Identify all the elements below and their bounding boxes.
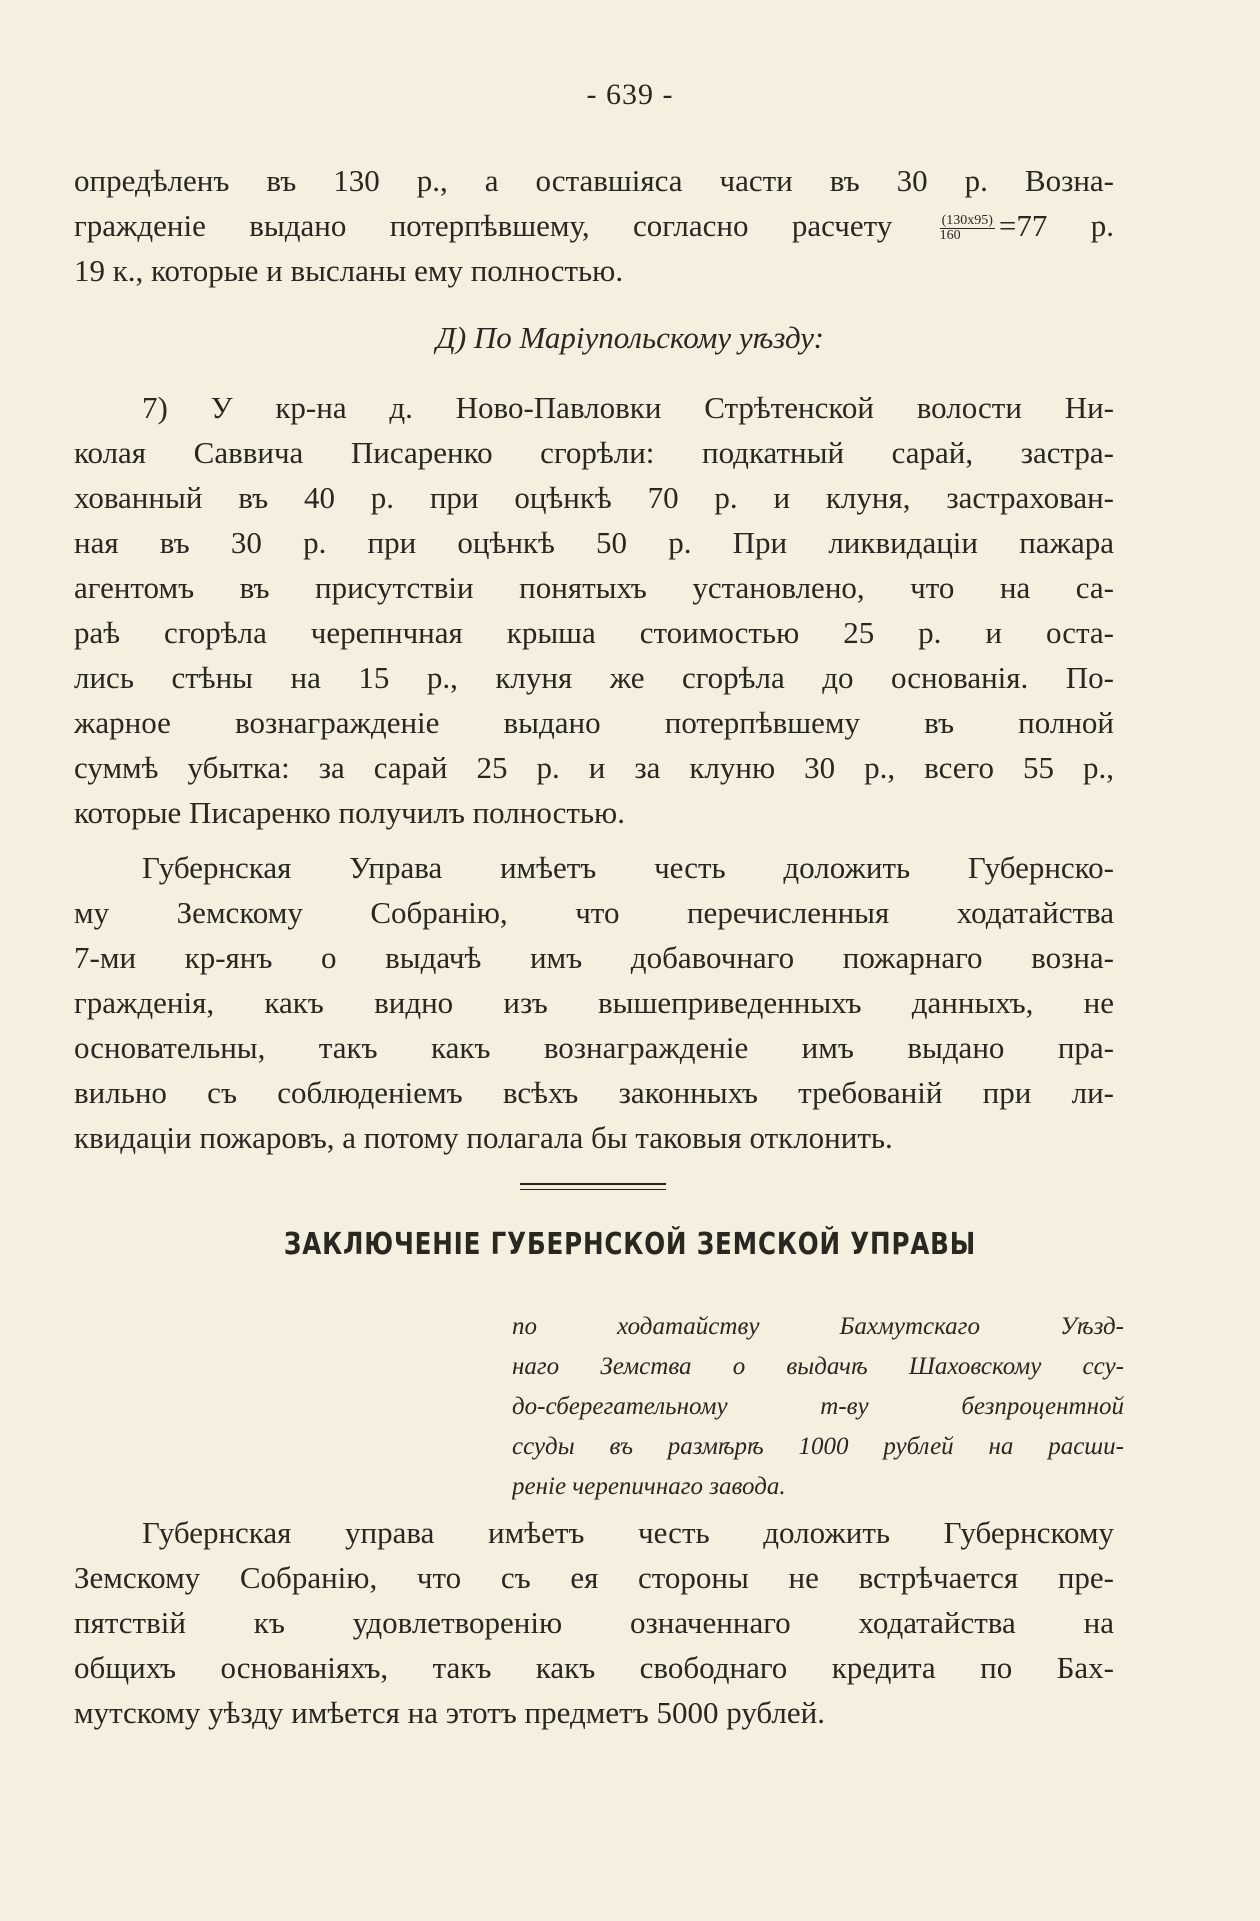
text-line: ная въ 30 р. при оцѣнкѣ 50 р. При ликвидаціи пажара [74, 525, 1114, 560]
petition-summary [512, 1307, 1124, 1507]
text-line: которые Писаренко получилъ полностью. [74, 795, 625, 830]
text-line: реніе черепичнаго завода. [512, 1473, 786, 1500]
text-line: Земскому Собранію, что съ ея стороны не встрѣчается пре- [74, 1560, 1114, 1595]
fraction-result: =77 р. [998, 208, 1114, 243]
text-line-with-fraction [74, 203, 1114, 248]
text-line: до-сберегательному т-ву безпроцентной [512, 1393, 1124, 1420]
text-line: вильно съ соблюденіемъ всѣхъ законныхъ требованій при ли- [74, 1075, 1114, 1110]
text-line: 19 к., которые и высланы ему полностью. [74, 253, 624, 288]
district-subheading: Д) По Маріупольскому уѣзду: [436, 320, 824, 355]
text-line: раѣ сгорѣла черепнчная крыша стоимостью 25 р. и оста- [74, 615, 1114, 650]
text-line: хованный въ 40 р. при оцѣнкѣ 70 р. и клуня, застрахован- [74, 480, 1114, 515]
page-number: - 639 - [586, 78, 674, 111]
text-line: наго Земства о выдачѣ Шаховскому ссу- [512, 1353, 1124, 1380]
section-heading: ЗАКЛЮЧЕНІЕ ГУБЕРНСКОЙ ЗЕМСКОЙ УПРАВЫ [283, 1227, 977, 1262]
text-line: по ходатайству Бахмутскаго Уѣзд- [512, 1313, 1124, 1340]
text-line: суммѣ убытка: за сарай 25 р. и за клуню 30 р., всего 55 р., [74, 750, 1114, 785]
text-line: 7) У кр-на д. Ново-Павловки Стрѣтенской волости Ни- [142, 390, 1114, 425]
text-line: общихъ основаніяхъ, такъ какъ свободнаго кредита по Бах- [74, 1650, 1114, 1685]
text-line: ссуды въ размѣрѣ 1000 рублей на расши- [512, 1433, 1124, 1460]
paragraph-pisarenko-case [74, 385, 1114, 835]
paragraph-board-conclusion [74, 845, 1114, 1160]
text-line: мутскому уѣзду имѣется на этотъ предметъ 5000 рублей. [74, 1695, 825, 1730]
text-line: квидаціи пожаровъ, а потому полагала бы таковыя отклонить. [74, 1120, 893, 1155]
fraction-denominator: 160 [939, 228, 961, 244]
text-line: Губернская Управа имѣетъ честь доложить Губернско- [142, 850, 1114, 885]
text-line: гражденіе выдано потерпѣвшему, согласно расчету [74, 208, 893, 243]
text-line: гражденія, какъ видно изъ вышеприведенныхъ данныхъ, не [74, 985, 1114, 1020]
paragraph-fire-compensation-calc [74, 158, 1114, 293]
text-line: жарное вознагражденіе выдано потерпѣвшему въ полной [74, 705, 1114, 740]
section-divider [520, 1183, 666, 1190]
text-line: основательны, такъ какъ вознагражденіе имъ выдано пра- [74, 1030, 1114, 1065]
calculation-fraction [940, 214, 995, 243]
text-line: колая Саввича Писаренко сгорѣли: подкатный сарай, застра- [74, 435, 1114, 470]
text-line: лись стѣны на 15 р., клуня же сгорѣла до основанія. По- [74, 660, 1114, 695]
text-line: Губернская управа имѣетъ честь доложить Губернскому [142, 1515, 1114, 1550]
text-line: агентомъ въ присутствіи понятыхъ установлено, что на са- [74, 570, 1114, 605]
text-line: му Земскому Собранію, что перечисленныя ходатайства [74, 895, 1114, 930]
paragraph-bakhmut-petition [74, 1510, 1114, 1735]
text-line: 7-ми кр-янъ о выдачѣ имъ добавочнаго пожарнаго возна- [74, 940, 1114, 975]
fraction-numerator: (130x95) [941, 213, 993, 229]
text-line: опредѣленъ въ 130 р., а оставшіяса части въ 30 р. Возна- [74, 163, 1114, 198]
text-line: пятствій къ удовлетворенію означеннаго ходатайства на [74, 1605, 1114, 1640]
